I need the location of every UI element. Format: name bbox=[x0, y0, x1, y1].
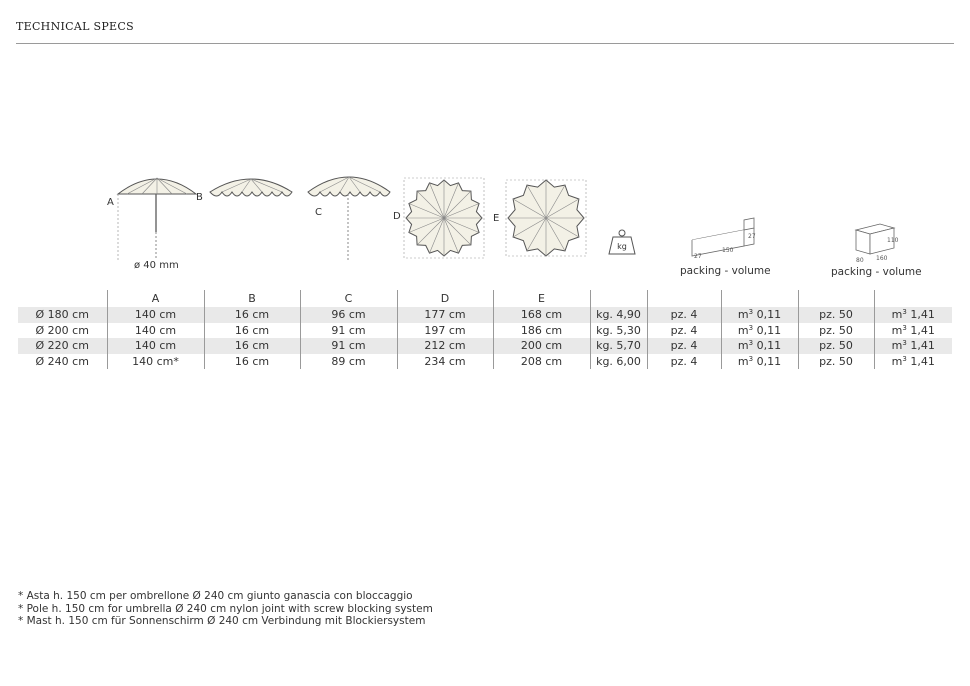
table-row bbox=[18, 307, 952, 323]
footnote-de: * Mast h. 150 cm für Sonnenschirm Ø 240 cm Verbindung mit Blockiersystem bbox=[18, 615, 426, 627]
cell-volume-small: $m^3$ 0,11 bbox=[721, 338, 798, 354]
header-cell bbox=[647, 290, 721, 307]
cell-c: 96 cm bbox=[300, 307, 397, 323]
cell-pieces-large: pz. 50 bbox=[798, 354, 874, 370]
cell-volume-small: $m^3$ 0,11 bbox=[721, 354, 798, 370]
header-cell bbox=[18, 290, 107, 307]
header-cell bbox=[874, 290, 952, 307]
cell-pieces-small: pz. 4 bbox=[647, 338, 721, 354]
size-cell: Ø 180 cm bbox=[18, 307, 107, 323]
cell-volume-large: $m^3$ 1,41 bbox=[891, 323, 935, 337]
cell-d: 177 cm bbox=[397, 307, 493, 323]
header-cell: D bbox=[397, 290, 493, 307]
header-cell: A bbox=[107, 290, 204, 307]
cell-pieces-small: pz. 4 bbox=[647, 323, 721, 339]
cell-pieces-small: pz. 4 bbox=[647, 307, 721, 323]
cell-c: 91 cm bbox=[300, 323, 397, 339]
header-cell bbox=[798, 290, 874, 307]
cell-d: 234 cm bbox=[397, 354, 493, 370]
page-title: TECHNICAL SPECS bbox=[16, 20, 134, 33]
cell-e: 168 cm bbox=[493, 307, 590, 323]
cell-a: 140 cm bbox=[107, 307, 204, 323]
svg-text:27: 27 bbox=[748, 233, 756, 240]
size-cell: Ø 220 cm bbox=[18, 338, 107, 354]
weight-icon-text: kg bbox=[617, 242, 627, 251]
cell-e: 208 cm bbox=[493, 354, 590, 370]
dimension-label-a: A bbox=[107, 197, 114, 208]
cell-a: 140 cm bbox=[107, 338, 204, 354]
size-cell: Ø 200 cm bbox=[18, 323, 107, 339]
umbrella-top-view-e-icon bbox=[504, 178, 588, 258]
cell-volume-small: $m^3$ 0,11 bbox=[721, 323, 798, 339]
svg-text:80: 80 bbox=[856, 257, 864, 264]
packing-volume-label-1: packing - volume bbox=[680, 265, 771, 277]
cell-d: 197 cm bbox=[397, 323, 493, 339]
cell-b: 16 cm bbox=[204, 307, 300, 323]
footnote-en: * Pole h. 150 cm for umbrella Ø 240 cm nylon joint with screw blocking system bbox=[18, 602, 433, 615]
umbrella-scalloped-icon bbox=[206, 174, 296, 204]
dimension-label-b: B bbox=[196, 192, 203, 203]
table-header-row bbox=[18, 290, 952, 307]
cell-weight: kg. 5,30 bbox=[590, 323, 647, 339]
umbrella-side-view-icon bbox=[112, 172, 202, 264]
cell-weight: kg. 6,00 bbox=[590, 354, 647, 370]
cell-pieces-small: pz. 4 bbox=[647, 354, 721, 370]
cell-a: 140 cm bbox=[107, 323, 204, 339]
cell-e: 186 cm bbox=[493, 323, 590, 339]
packing-box-large-icon bbox=[850, 218, 906, 264]
table-row bbox=[18, 338, 952, 354]
cell-e: 200 cm bbox=[493, 338, 590, 354]
dimension-label-c: C bbox=[315, 207, 322, 218]
svg-text:110: 110 bbox=[887, 237, 899, 244]
packing-box-small-icon bbox=[688, 216, 762, 260]
packing-volume-label-2: packing - volume bbox=[831, 266, 922, 278]
header-cell: C bbox=[300, 290, 397, 307]
svg-text:150: 150 bbox=[722, 247, 734, 254]
header-cell: B bbox=[204, 290, 300, 307]
footnote-it: * Asta h. 150 cm per ombrellone Ø 240 cm giunto ganascia con bloccaggio bbox=[18, 590, 413, 602]
cell-pieces-large: pz. 50 bbox=[798, 307, 874, 323]
cell-weight: kg. 5,70 bbox=[590, 338, 647, 354]
umbrella-top-view-d-icon bbox=[402, 176, 486, 260]
weight-kg-icon bbox=[607, 228, 637, 256]
header-cell bbox=[590, 290, 647, 307]
header-cell: E bbox=[493, 290, 590, 307]
spec-table bbox=[18, 290, 952, 369]
title-divider bbox=[16, 43, 954, 44]
cell-volume-small: $m^3$ 0,11 bbox=[721, 307, 798, 323]
pole-diameter-label: ø 40 mm bbox=[134, 260, 179, 271]
cell-weight: kg. 4,90 bbox=[590, 307, 647, 323]
size-cell: Ø 240 cm bbox=[18, 354, 107, 370]
svg-text:160: 160 bbox=[876, 255, 888, 262]
cell-b: 16 cm bbox=[204, 354, 300, 370]
cell-c: 91 cm bbox=[300, 338, 397, 354]
table-row bbox=[18, 354, 952, 370]
table-row bbox=[18, 323, 952, 339]
cell-b: 16 cm bbox=[204, 323, 300, 339]
cell-volume-large: $m^3$ 1,41 bbox=[874, 338, 952, 354]
cell-pieces-large: pz. 50 bbox=[798, 323, 874, 339]
cell-volume-large: $m^3$ 1,41 bbox=[874, 307, 952, 323]
cell-b: 16 cm bbox=[204, 338, 300, 354]
footnotes bbox=[18, 590, 433, 628]
cell-pieces-large: pz. 50 bbox=[798, 338, 874, 354]
dimension-label-d: D bbox=[393, 211, 401, 222]
svg-text:27: 27 bbox=[694, 253, 702, 260]
cell-volume-large: $m^3$ 1,41 bbox=[891, 354, 935, 368]
dimension-label-e: E bbox=[493, 213, 500, 224]
header-cell bbox=[721, 290, 798, 307]
cell-d: 212 cm bbox=[397, 338, 493, 354]
cell-a: 140 cm* bbox=[107, 354, 204, 370]
cell-c: 89 cm bbox=[300, 354, 397, 370]
